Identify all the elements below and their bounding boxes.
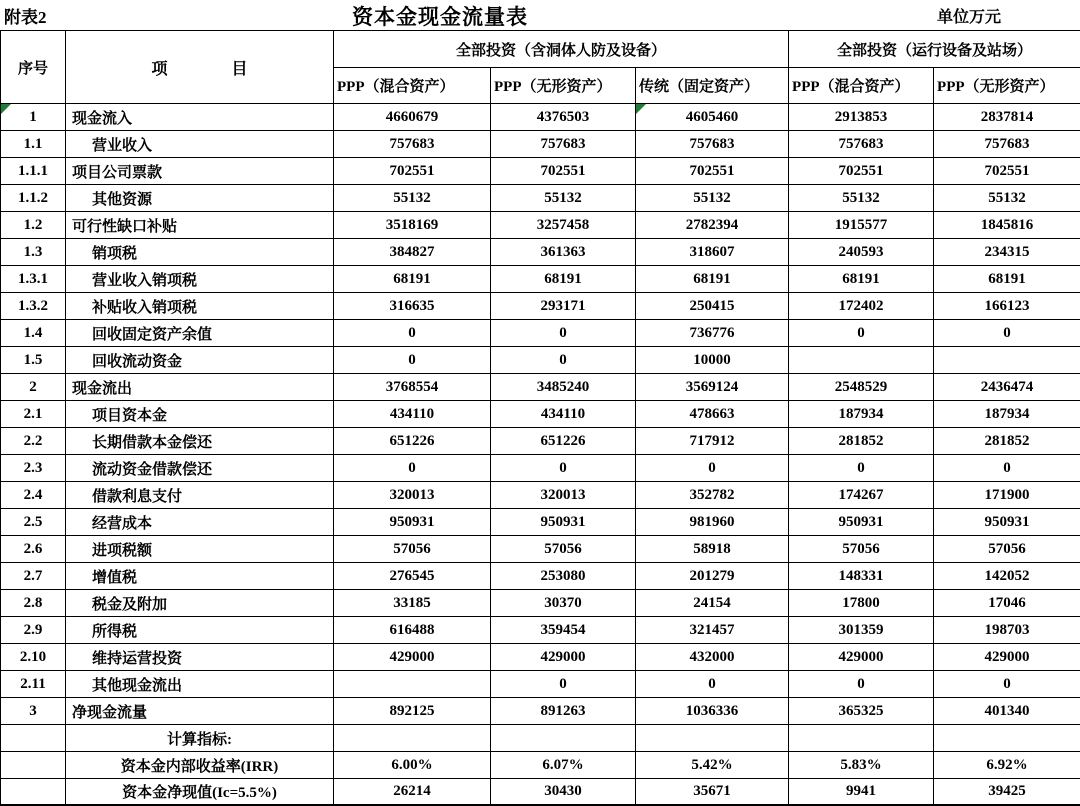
value-cell: 434110 bbox=[334, 401, 491, 428]
seq-cell: 1.3.1 bbox=[1, 266, 66, 293]
seq-cell bbox=[1, 779, 66, 806]
value-cell: 1845816 bbox=[934, 212, 1080, 239]
value-cell: 4660679 bbox=[334, 104, 491, 131]
value-cell: 950931 bbox=[789, 509, 934, 536]
seq-cell: 1 bbox=[1, 104, 66, 131]
value-cell: 429000 bbox=[491, 644, 636, 671]
value-cell bbox=[789, 725, 934, 752]
value-cell: 892125 bbox=[334, 698, 491, 725]
value-cell: 55132 bbox=[934, 185, 1080, 212]
value-cell: 2782394 bbox=[636, 212, 789, 239]
value-cell: 3569124 bbox=[636, 374, 789, 401]
table-row bbox=[1, 671, 1080, 698]
value-cell: 171900 bbox=[934, 482, 1080, 509]
value-cell: 24154 bbox=[636, 590, 789, 617]
seq-cell: 2.3 bbox=[1, 455, 66, 482]
table-body bbox=[1, 104, 1080, 806]
value-cell: 55132 bbox=[334, 185, 491, 212]
header-seq: 序号 bbox=[1, 31, 66, 104]
table-row bbox=[1, 725, 1080, 752]
seq-cell: 2.10 bbox=[1, 644, 66, 671]
table-row bbox=[1, 563, 1080, 590]
value-cell: 68191 bbox=[789, 266, 934, 293]
value-cell bbox=[934, 725, 1080, 752]
item-cell: 可行性缺口补贴 bbox=[66, 212, 334, 239]
value-cell: 365325 bbox=[789, 698, 934, 725]
item-cell: 回收固定资产余值 bbox=[66, 320, 334, 347]
value-cell: 950931 bbox=[334, 509, 491, 536]
table-row bbox=[1, 428, 1080, 455]
value-cell: 281852 bbox=[789, 428, 934, 455]
value-cell: 352782 bbox=[636, 482, 789, 509]
header-group-total-investment-2: 全部投资（运行设备及站场） bbox=[789, 31, 1080, 68]
value-cell: 201279 bbox=[636, 563, 789, 590]
value-cell: 187934 bbox=[789, 401, 934, 428]
item-cell: 补贴收入销项税 bbox=[66, 293, 334, 320]
value-cell: 39425 bbox=[934, 779, 1080, 806]
value-cell: 9941 bbox=[789, 779, 934, 806]
value-cell: 30430 bbox=[491, 779, 636, 806]
value-cell: 33185 bbox=[334, 590, 491, 617]
value-cell: 2548529 bbox=[789, 374, 934, 401]
value-cell: 757683 bbox=[789, 131, 934, 158]
value-cell: 148331 bbox=[789, 563, 934, 590]
item-cell: 销项税 bbox=[66, 239, 334, 266]
table-row bbox=[1, 617, 1080, 644]
value-cell: 198703 bbox=[934, 617, 1080, 644]
table-row bbox=[1, 239, 1080, 266]
table-row bbox=[1, 536, 1080, 563]
table-row bbox=[1, 347, 1080, 374]
value-cell: 702551 bbox=[934, 158, 1080, 185]
header-col-ppp-mixed-asset-2: PPP（混合资产） bbox=[789, 68, 934, 104]
value-cell: 361363 bbox=[491, 239, 636, 266]
value-cell: 0 bbox=[334, 455, 491, 482]
value-cell: 30370 bbox=[491, 590, 636, 617]
item-cell: 经营成本 bbox=[66, 509, 334, 536]
value-cell: 58918 bbox=[636, 536, 789, 563]
value-cell: 0 bbox=[934, 671, 1080, 698]
value-cell: 6.07% bbox=[491, 752, 636, 779]
value-cell: 702551 bbox=[334, 158, 491, 185]
table-row bbox=[1, 509, 1080, 536]
table-row bbox=[1, 590, 1080, 617]
value-cell: 1915577 bbox=[789, 212, 934, 239]
value-cell: 250415 bbox=[636, 293, 789, 320]
value-cell: 301359 bbox=[789, 617, 934, 644]
seq-cell: 2.9 bbox=[1, 617, 66, 644]
value-cell: 429000 bbox=[789, 644, 934, 671]
value-cell: 0 bbox=[789, 455, 934, 482]
item-cell: 回收流动资金 bbox=[66, 347, 334, 374]
value-cell: 3485240 bbox=[491, 374, 636, 401]
value-cell: 0 bbox=[334, 347, 491, 374]
table-row bbox=[1, 644, 1080, 671]
value-cell: 2436474 bbox=[934, 374, 1080, 401]
item-cell: 营业收入 bbox=[66, 131, 334, 158]
value-cell: 950931 bbox=[934, 509, 1080, 536]
value-cell: 4605460 bbox=[636, 104, 789, 131]
value-cell: 891263 bbox=[491, 698, 636, 725]
value-cell: 5.42% bbox=[636, 752, 789, 779]
seq-cell: 1.3 bbox=[1, 239, 66, 266]
value-cell: 3518169 bbox=[334, 212, 491, 239]
seq-cell: 2 bbox=[1, 374, 66, 401]
value-cell: 651226 bbox=[334, 428, 491, 455]
table-row bbox=[1, 212, 1080, 239]
header-col-ppp-mixed-asset-1: PPP（混合资产） bbox=[334, 68, 491, 104]
seq-cell: 2.6 bbox=[1, 536, 66, 563]
value-cell: 26214 bbox=[334, 779, 491, 806]
value-cell: 1036336 bbox=[636, 698, 789, 725]
value-cell: 0 bbox=[789, 320, 934, 347]
item-cell: 净现金流量 bbox=[66, 698, 334, 725]
item-cell: 计算指标: bbox=[66, 725, 334, 752]
header-group-row bbox=[1, 31, 1080, 68]
value-cell: 166123 bbox=[934, 293, 1080, 320]
value-cell: 35671 bbox=[636, 779, 789, 806]
header-col-traditional-fixed-asset: 传统（固定资产） bbox=[636, 68, 789, 104]
seq-cell: 2.1 bbox=[1, 401, 66, 428]
value-cell: 401340 bbox=[934, 698, 1080, 725]
value-cell: 57056 bbox=[934, 536, 1080, 563]
value-cell: 6.00% bbox=[334, 752, 491, 779]
value-cell bbox=[334, 671, 491, 698]
table-row bbox=[1, 293, 1080, 320]
value-cell bbox=[636, 725, 789, 752]
seq-cell: 2.8 bbox=[1, 590, 66, 617]
value-cell: 68191 bbox=[934, 266, 1080, 293]
value-cell: 276545 bbox=[334, 563, 491, 590]
value-cell: 174267 bbox=[789, 482, 934, 509]
value-cell bbox=[934, 347, 1080, 374]
header-col-ppp-intangible-asset-1: PPP（无形资产） bbox=[491, 68, 636, 104]
cashflow-table bbox=[0, 30, 1080, 806]
seq-cell: 2.4 bbox=[1, 482, 66, 509]
value-cell: 702551 bbox=[491, 158, 636, 185]
value-cell: 281852 bbox=[934, 428, 1080, 455]
value-cell: 0 bbox=[334, 320, 491, 347]
header-item: 项 目 bbox=[66, 31, 334, 104]
item-cell: 进项税额 bbox=[66, 536, 334, 563]
value-cell: 359454 bbox=[491, 617, 636, 644]
value-cell: 616488 bbox=[334, 617, 491, 644]
table-row bbox=[1, 455, 1080, 482]
table-row bbox=[1, 158, 1080, 185]
value-cell: 757683 bbox=[934, 131, 1080, 158]
item-cell: 增值税 bbox=[66, 563, 334, 590]
value-cell: 0 bbox=[491, 347, 636, 374]
table-row bbox=[1, 752, 1080, 779]
item-cell: 现金流出 bbox=[66, 374, 334, 401]
item-cell: 维持运营投资 bbox=[66, 644, 334, 671]
value-cell: 55132 bbox=[636, 185, 789, 212]
seq-cell: 1.4 bbox=[1, 320, 66, 347]
seq-cell: 1.2 bbox=[1, 212, 66, 239]
item-cell: 借款利息支付 bbox=[66, 482, 334, 509]
header-group-total-investment-1: 全部投资（含洞体人防及设备） bbox=[334, 31, 789, 68]
value-cell: 17800 bbox=[789, 590, 934, 617]
sheet-label: 附表2 bbox=[4, 8, 47, 27]
item-cell: 流动资金借款偿还 bbox=[66, 455, 334, 482]
table-row bbox=[1, 131, 1080, 158]
table-row bbox=[1, 104, 1080, 131]
value-cell: 950931 bbox=[491, 509, 636, 536]
seq-cell: 1.5 bbox=[1, 347, 66, 374]
table-row bbox=[1, 482, 1080, 509]
item-cell: 项目公司票款 bbox=[66, 158, 334, 185]
item-cell: 其他现金流出 bbox=[66, 671, 334, 698]
table-row bbox=[1, 779, 1080, 806]
value-cell: 0 bbox=[789, 671, 934, 698]
item-cell: 现金流入 bbox=[66, 104, 334, 131]
value-cell: 702551 bbox=[636, 158, 789, 185]
value-cell: 434110 bbox=[491, 401, 636, 428]
item-cell: 长期借款本金偿还 bbox=[66, 428, 334, 455]
title-row bbox=[0, 0, 1080, 30]
value-cell: 0 bbox=[491, 320, 636, 347]
value-cell: 2913853 bbox=[789, 104, 934, 131]
cell-error-flag-icon bbox=[1, 104, 11, 114]
value-cell: 240593 bbox=[789, 239, 934, 266]
value-cell: 172402 bbox=[789, 293, 934, 320]
value-cell: 293171 bbox=[491, 293, 636, 320]
value-cell: 68191 bbox=[334, 266, 491, 293]
value-cell bbox=[334, 725, 491, 752]
value-cell: 321457 bbox=[636, 617, 789, 644]
value-cell: 2837814 bbox=[934, 104, 1080, 131]
value-cell: 0 bbox=[934, 320, 1080, 347]
seq-cell: 1.1.1 bbox=[1, 158, 66, 185]
seq-cell: 1.3.2 bbox=[1, 293, 66, 320]
seq-cell: 1.1 bbox=[1, 131, 66, 158]
value-cell: 320013 bbox=[334, 482, 491, 509]
seq-cell bbox=[1, 725, 66, 752]
seq-cell: 2.7 bbox=[1, 563, 66, 590]
seq-cell: 3 bbox=[1, 698, 66, 725]
value-cell: 187934 bbox=[934, 401, 1080, 428]
item-cell: 项目资本金 bbox=[66, 401, 334, 428]
value-cell: 429000 bbox=[934, 644, 1080, 671]
value-cell: 0 bbox=[491, 455, 636, 482]
value-cell: 318607 bbox=[636, 239, 789, 266]
value-cell: 4376503 bbox=[491, 104, 636, 131]
value-cell: 0 bbox=[491, 671, 636, 698]
table-row bbox=[1, 374, 1080, 401]
value-cell: 68191 bbox=[636, 266, 789, 293]
item-cell: 税金及附加 bbox=[66, 590, 334, 617]
value-cell: 757683 bbox=[334, 131, 491, 158]
cell-error-flag-icon bbox=[636, 104, 646, 114]
value-cell: 702551 bbox=[789, 158, 934, 185]
value-cell: 57056 bbox=[334, 536, 491, 563]
value-cell: 234315 bbox=[934, 239, 1080, 266]
value-cell: 757683 bbox=[636, 131, 789, 158]
value-cell: 478663 bbox=[636, 401, 789, 428]
value-cell: 5.83% bbox=[789, 752, 934, 779]
value-cell: 0 bbox=[636, 455, 789, 482]
value-cell: 320013 bbox=[491, 482, 636, 509]
value-cell: 429000 bbox=[334, 644, 491, 671]
seq-cell: 2.11 bbox=[1, 671, 66, 698]
value-cell: 316635 bbox=[334, 293, 491, 320]
value-cell: 3768554 bbox=[334, 374, 491, 401]
value-cell: 57056 bbox=[491, 536, 636, 563]
value-cell bbox=[789, 347, 934, 374]
value-cell: 142052 bbox=[934, 563, 1080, 590]
value-cell: 68191 bbox=[491, 266, 636, 293]
seq-cell: 1.1.2 bbox=[1, 185, 66, 212]
value-cell: 3257458 bbox=[491, 212, 636, 239]
seq-cell: 2.5 bbox=[1, 509, 66, 536]
value-cell: 17046 bbox=[934, 590, 1080, 617]
value-cell: 384827 bbox=[334, 239, 491, 266]
table-row bbox=[1, 698, 1080, 725]
value-cell: 736776 bbox=[636, 320, 789, 347]
table-row bbox=[1, 266, 1080, 293]
value-cell: 57056 bbox=[789, 536, 934, 563]
value-cell: 432000 bbox=[636, 644, 789, 671]
value-cell bbox=[491, 725, 636, 752]
item-cell: 其他资源 bbox=[66, 185, 334, 212]
value-cell: 55132 bbox=[789, 185, 934, 212]
table-row bbox=[1, 401, 1080, 428]
value-cell: 55132 bbox=[491, 185, 636, 212]
seq-cell bbox=[1, 752, 66, 779]
page-title: 资本金现金流量表 bbox=[352, 5, 528, 29]
item-cell: 所得税 bbox=[66, 617, 334, 644]
header-col-ppp-intangible-asset-2: PPP（无形资产） bbox=[934, 68, 1080, 104]
value-cell: 651226 bbox=[491, 428, 636, 455]
value-cell: 717912 bbox=[636, 428, 789, 455]
value-cell: 757683 bbox=[491, 131, 636, 158]
value-cell: 10000 bbox=[636, 347, 789, 374]
value-cell: 0 bbox=[636, 671, 789, 698]
table-row bbox=[1, 320, 1080, 347]
value-cell: 6.92% bbox=[934, 752, 1080, 779]
seq-cell: 2.2 bbox=[1, 428, 66, 455]
unit-label: 单位万元 bbox=[937, 9, 1002, 26]
item-cell: 营业收入销项税 bbox=[66, 266, 334, 293]
item-cell: 资本金净现值(Ic=5.5%) bbox=[66, 779, 334, 806]
value-cell: 981960 bbox=[636, 509, 789, 536]
value-cell: 0 bbox=[934, 455, 1080, 482]
value-cell: 253080 bbox=[491, 563, 636, 590]
item-cell: 资本金内部收益率(IRR) bbox=[66, 752, 334, 779]
table-row bbox=[1, 185, 1080, 212]
